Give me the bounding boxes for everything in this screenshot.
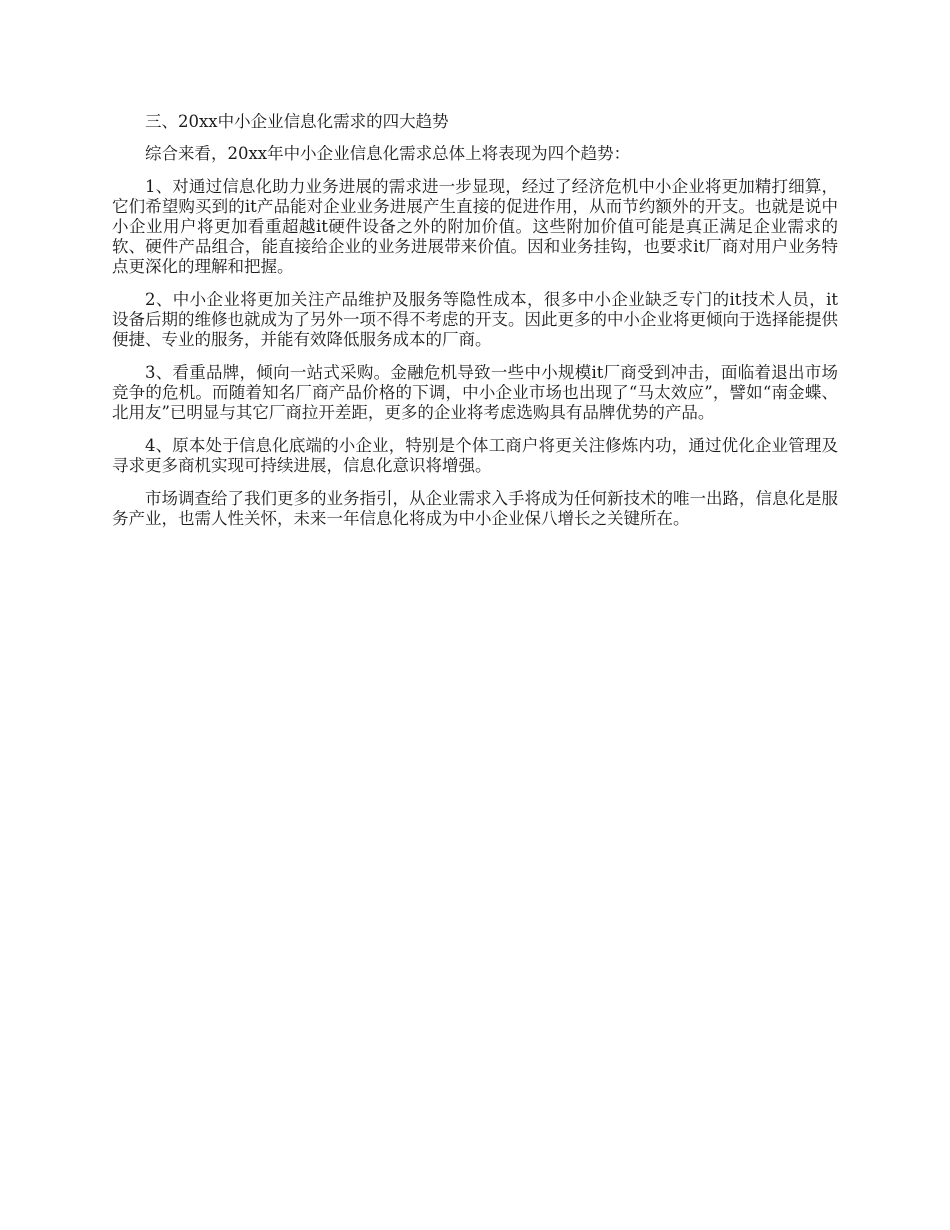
- document-page: [112, 112, 838, 542]
- trend-2-paragraph: 2、中小企业将更加关注产品维护及服务等隐性成本，很多中小企业缺乏专门的it技术人员，it设备后期的维修也就成为了另外一项不得不考虑的开支。因此更多的中小企业将更倾向于选择能提供便捷、专业的服务，并能有效降低服务成本的厂商。: [112, 290, 838, 349]
- trend-3-paragraph: 3、看重品牌，倾向一站式采购。金融危机导致一些中小规模it厂商受到冲击，面临着退出市场竞争的危机。而随着知名厂商产品价格的下调，中小企业市场也出现了“马太效应”，譬如“南金蝶、北用友”已明显与其它厂商拉开差距，更多的企业将考虑选购具有品牌优势的产品。: [112, 363, 838, 422]
- trend-4-paragraph: 4、原本处于信息化底端的小企业，特别是个体工商户将更关注修炼内功，通过优化企业管理及寻求更多商机实现可持续进展，信息化意识将增强。: [112, 436, 838, 475]
- intro-paragraph: 综合来看，20xx年中小企业信息化需求总体上将表现为四个趋势：: [145, 144, 631, 163]
- conclusion-paragraph: 市场调查给了我们更多的业务指引，从企业需求入手将成为任何新技术的唯一出路，信息化是服务产业，也需人性关怀，未来一年信息化将成为中小企业保八增长之关键所在。: [112, 489, 838, 528]
- trend-1-paragraph: 1、对通过信息化助力业务进展的需求进一步显现，经过了经济危机中小企业将更加精打细算，它们希望购买到的it产品能对企业业务进展产生直接的促进作用，从而节约额外的开支。也就是说中小企业用户将更加看重超越it硬件设备之外的附加价值。这些附加价值可能是真正满足企业需求的软、硬件产品组合，能直接给企业的业务进展带来价值。因和业务挂钩，也要求it厂商对用户业务特点更深化的理解和把握。: [112, 177, 838, 276]
- section-heading: 三、20xx中小企业信息化需求的四大趋势: [145, 112, 449, 131]
